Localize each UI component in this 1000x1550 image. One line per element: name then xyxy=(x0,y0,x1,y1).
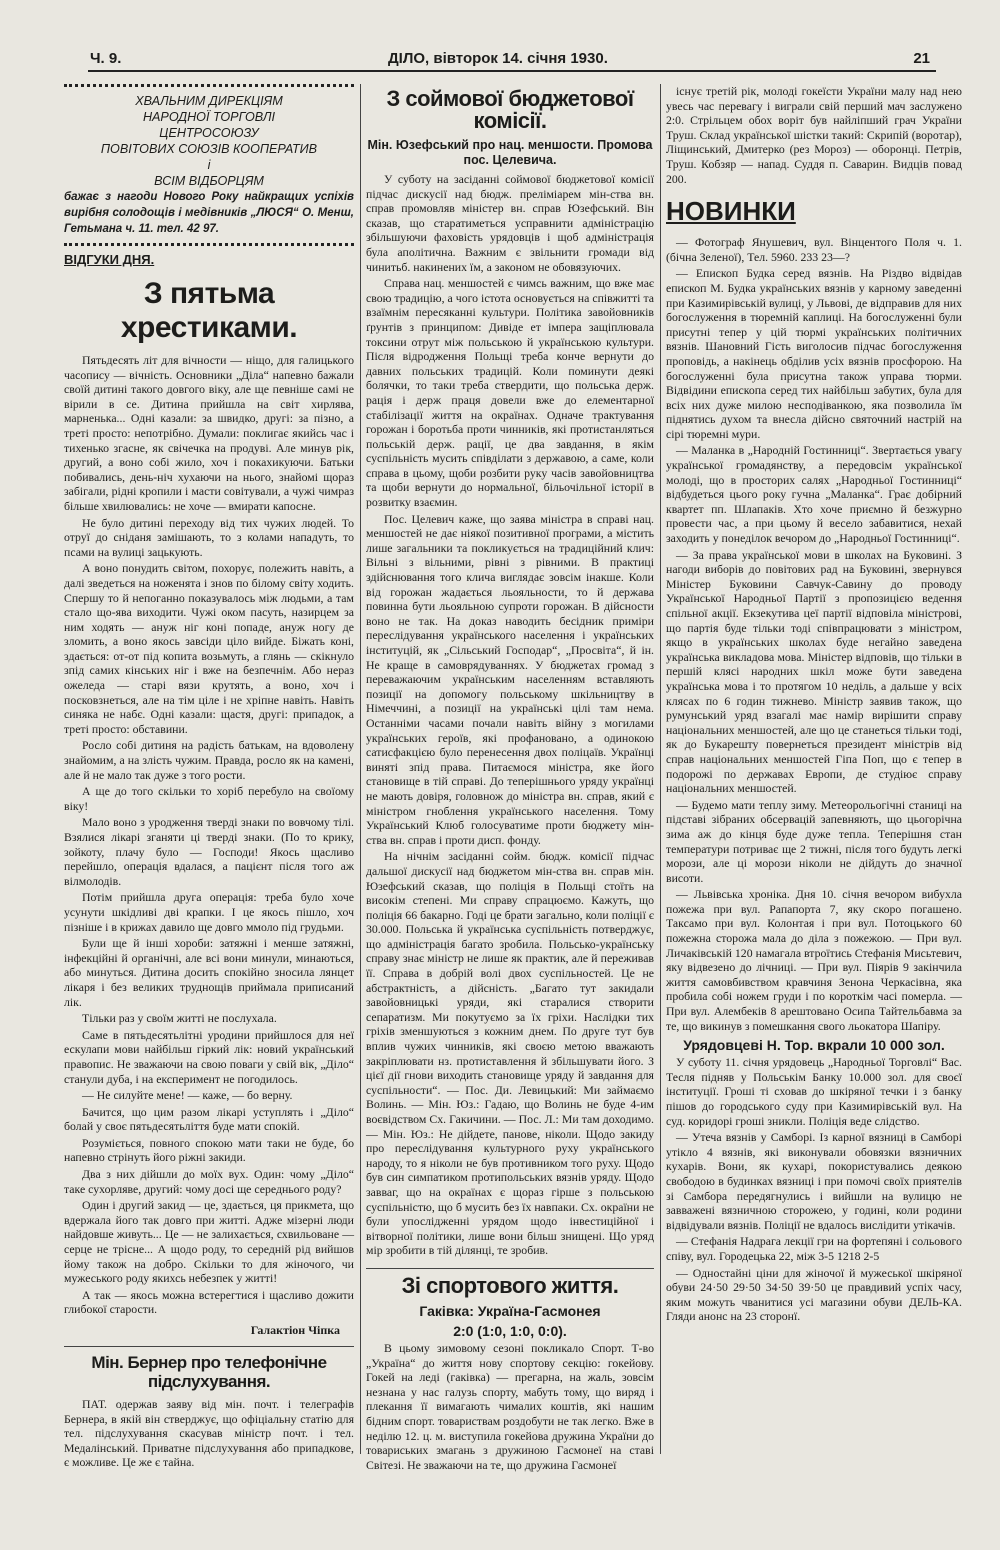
column-rule xyxy=(660,84,661,1454)
dotted-border xyxy=(64,84,354,87)
article-title: З соймової бюджетової комісії. xyxy=(386,86,634,133)
page-number: 21 xyxy=(913,50,930,67)
news-item: — Утеча вязнів у Самборі. Із карної вязниці в Самборі утікло 4 вязнів, які виконували обовязки вязничних кухарів. Вони, як кухарі, покористувались деякою свободою в будинках вязниці і при помочі своїх приятелів зі Самбора передягнулись і вийшли на вулицю не завважені вязничною сторожею, у годині, коли родини відвідували вязнів. Поліції не вдалось вислідити утікачів. xyxy=(666,1130,962,1232)
paragraph: А воно понудить світом, похорує, полежить навіть, а далі зведеться на ноженята і знов по білому світу ходить. Спершу то й непоганно показувалось між людьми, а там стало що-ява виходити. Чужі оком пасуть, назирцем за ним ходять — ануж ніг коні попаде, ануж ногу де зломить, а воно якось завсіди ціло вийде. Біжать коні, здається: от-от під копита возьмуть, а глянь — скікнуло зпід самих кінських ніг і вже на безпечнім. Або нераз ожеледа — старі вязи крутять, а воно, хоч і посковзнеться, але на тім ціле і не хріпне навіть. Навіть синяка не набє. Одні казали: щастя, другі: припадок, а треті просто: обставини. xyxy=(64,561,354,736)
column-middle xyxy=(366,84,654,1472)
paragraph: Один і другий закид — це, здається, ця прикмета, що вдержала його так довго при житті. Адже мізерні люди найдовше живуть... Це — не залихається, схвильоване — серце не трісне... А щодо роду, то середній рід вийшов йому також на добро. Скільки то для жіночого, чи мужеського роду якихсь небезпек у житті! xyxy=(64,1198,354,1286)
paragraph: А ще до того скільки то хоріб перебуло на своїому віку! xyxy=(64,784,354,813)
column-rule xyxy=(360,84,361,1454)
dotted-border xyxy=(64,243,354,246)
paragraph: В цьому зимовому сезоні покликало Спорт. Т-во „Україна“ до життя нову спортову секцію: гокейову. Гокей на леді (гаківка) — прегарна, на жаль, зовсім незнана у нас галузь спорту, мабуть тому, що виряд і плекання її вимагають чималих коштів, які нашим бідним спорт. товариствам роздобути не так легко. Вже в неділю 12. ц. м. виступила гокейова дружина України до товариських змагань з дружиною Гасмонеї на ставі Світезі. Не зважаючи на те, що дружина Гасмонеї xyxy=(366,1340,654,1472)
news-item: — Львівська хроніка. Дня 10. січня вечором вибухла пожежа при вул. Рапапорта 7, яку скоро погашено. Таксамо при вул. Колонтая і при вул. Потоцького 60 пожежна сторожа мала до діла з пожежою. — При вул. Личаківській 120 намагала втроїтись Стефанія Мисьтевич, яку відвезено до лічниці. — При вул. Піярів 9 закінчила життя самовбивством кравчиня Зенона Черкасівна, яка пробила собі ножем груди і по короткім часі померла. — При вул. Алембеків 8 арештовано Осипа Тайтельбавма за те, що викинув з помешкання свого льокатора Шапіру. xyxy=(666,887,962,1033)
article-signature: Галактіон Чіпка xyxy=(250,1323,340,1337)
article-body xyxy=(64,353,354,1317)
paragraph: Бачится, що цим разом лікарі уступлять і „Діло“ болай у своє пятьдесятьліття буде мати спокій. xyxy=(64,1104,354,1134)
ad-body: бажає з нагоди Нового Року найкращих успіхів вирібня солодощів і медівників „ЛЮСЯ“ О. Менш, Гетьмана ч. 11. тел. 42 97. xyxy=(64,191,354,235)
news-item: — Одностайні ціни для жіночої й мужеської шкіряної обуви 24·50 29·50 34·50 39·50 це правдивий успіх часу, яким можуть чванитися усі магазини обуви ДЕЛЬ-КА. Гляди анонс на 23 сторонї. xyxy=(666,1265,962,1324)
paragraph: Потім прийшла друга операція: треба було хоче усунути шкідливі дві крапки. І це якось пішло, хоч пізніше і в крижах давило ще довго ммоло під грудьми. xyxy=(64,890,354,934)
paragraph: А так — якось можна встерегтися і щасливо дожити глибокої старости. xyxy=(64,1287,354,1317)
article-body xyxy=(666,84,962,186)
paragraph: ПАТ. одержав заяву від мін. почт. і телеграфів Бернера, в якій він стверджує, що офіціальну статію для тел. підслухування скасував міністр почт. і тел. Медалінський. Приватне підслухування або припадкове, є можливе. Це же є тайна. xyxy=(64,1397,354,1470)
sport-score: 2:0 (1:0, 1:0, 0:0). xyxy=(453,1322,567,1339)
article-title: З пятьма хрестиками. xyxy=(120,277,298,344)
news-list xyxy=(666,235,962,1033)
paragraph: На нічнім засіданні сойм. бюдж. комісії підчас дальшої дискусії над бюджетом мін-ства вн. справ мін. Юзефський сказав, що поліція в Польщі стоїть на високім степені. Ми справу спрацюємо. Кажуть, що поліція 66 бакарно. Годі це брати загально, коли поліції є 30.000. Польська й українська суспільність потверджує, що адміністрація багато зробила. Польсько-українську справу знає міністр не лише як практик, але й переживав її. Справа в добрій волі двох суспільностей. Це не абстрактність, а дійсність. „Багато тут закидали завойовницькі уряди, які старалися створити сепаратизм. Ми покутуємо за їх гріхи. Наслідки тих гріхів зменшуються з кожним днем. По друге тут був вплив чужих чинників, які своєю метою вважають закріплювати нз. протиставлення й збільшувати його. З цієї дії гнови виходить становище уряду й завдання для суспільности“. — Пос. Ди. Левицький: Ми займаємо Волинь. — Мін. Юз.: Гадаю, що Волинь не буде 4-им воєвідством Сх. Гакичини. — Пос. Л.: Ми там доходимо. — Мін. Юз.: Не дійдете, панове, ніколи. Щодо закиду про переслідування культурного руху українського народу, то я ніколи не був противником того руху. Щодо був син симпатиком протипольських вязнів уряду. Щодо завваг, що на окраїнах є щораз гірше з польською суспільністю, що б мусить без їх навпаки. Сх. окраїни не були упослідженні урядом щодо інвестиційної і вітворної політики, лише вони більш знищені. Що уряд мір зробити в тій ділянці, те зробив. xyxy=(366,849,654,1258)
paragraph: Справа нац. меншостей є чимсь важним, що вже має свою традицію, а чого істота основується на співжитті та взаїмнім пересяканні культури. Політика завойовників ґрунтів з принципом: Дивіде ет імпера защіплювала токсини отрут між польською й українською культури. Після відродження Польщі треба конче вернути до давних польських традицій. Коли поминути деякі болячки, то таки треба ствердити, що польська держ. рація і держ праця довели вже до елементарної стабілізації життя на окраїнах. Одначе трактування горожан і боротьба проти чинників, які протистанляться польській держ. рації, це два завдання, в якім суспільність мусить співділати з державою, а саме, коли справа в цьому, щоби розбити руку часів завойовництва та щоби вернути до нормальної, більочільної історії в розвитку взаємин. xyxy=(366,276,654,510)
ad-line: ПОВІТОВИХ СОЮЗІВ КООПЕРАТИВ xyxy=(100,142,318,156)
paragraph: Росло собі дитиня на радість батькам, на вдоволену знайомим, а на злість чужим. Правда, росло як на камені, але й не мало так дуже з того рости. xyxy=(64,738,354,782)
article-body xyxy=(64,1397,354,1470)
paragraph: існує третій рік, молоді гокеїсти України малу над нею увесь час перевагу і виграли свій перший мач заслужено 2:0. Стрільцем обох воріт був найліпший грач України Труш. Склад української шістки такий: Скрипій (воротар), Ліщинський, Дмитерко (рез Мороз) — оборонці. Петрів, Труш. Кобзяр — напад. Суддя п. Саварин. Видців повад 200. xyxy=(666,84,962,186)
news-item: — Стефанія Надрага лекції гри на фортепяні і сольового співу, вул. Городецька 22, між 3-5 1218 2-5 xyxy=(666,1234,962,1263)
ad-line: НАРОДНОЇ ТОРГОВЛІ xyxy=(142,110,276,124)
ad-line: ХВАЛЬНИМ ДИРЕКЦІЯМ xyxy=(135,94,283,108)
paragraph: Саме в пятьдесятьлітні уродини прийшлося для неї ескулапи мови найбільш гіркий лік: новий український правопис. Не зважаючи на свою поваги у свій вік, „Діло“ станули дуба, і на експеримент не погодилось. xyxy=(64,1027,354,1086)
ad-line: ВСІМ ВІДБОРЦЯМ xyxy=(154,174,264,188)
column-right xyxy=(666,84,962,1464)
ad-line: ЦЕНТРОСОЮЗУ xyxy=(159,126,259,140)
news-item: — За права української мови в школах на Буковині. З нагоди виборів до повітових рад на Буковині, звернувся Міністер Буковини Савчук-Савину до проводу Української Народньої Партії з пропозицією ведення спільної акції. Екзекутива цеї партії відповіла міністрові, що партія буде тільки тоді співпрацювати з міністром, якщо в українських школах буде негайно заведена українська викладова мова. Міністер відповів, що тільки в першій клясі народних шкіл може бути заведена українська мова і то протягом 10 неділь, а дальше у всіх клясах по 6 годин тижнево. Міністр заявив також, що румунський уряд взагалі має намір вирішити справу національних меншостей, але що це станеться тільки тоді, як до Букарешту повернеться президент міністрів від справ національних меншостей Гіпа Поп, що є тепер в подорожі по державах Европи, де студіює справу національних меншостей. xyxy=(666,547,962,796)
paragraph: Тільки раз у своїм житті не послухала. xyxy=(82,1011,277,1026)
article-title: Мін. Бернер про телефонічне підслухування. xyxy=(64,1346,354,1391)
article-body xyxy=(366,1341,654,1472)
paragraph: Не було дитині переходу від тих чужих людей. То отруї до сніданя замішають, то з колами нападуть, то псами на вулиці зацькують. xyxy=(64,515,354,559)
sport-title: Зі спортового життя. xyxy=(366,1268,654,1297)
paragraph: Мало воно з уродження тверді знаки по вовчому тілі. Взялися лікарі зганяти ці тверді знаки. (По то крику, зойкоту, плачу було — Господи! Якось щасливо перейшло, операція вдалася, а пацієнт після того аж вілмолодів. xyxy=(64,815,354,888)
column-left xyxy=(64,84,354,1470)
article-subtitle: Мін. Юзефський про нац. меншости. Промова пос. Целевича. xyxy=(367,138,653,167)
news-item: — Епископ Будка серед вязнів. На Різдво відвідав епископ М. Будка українських вязнів у карному заведенні при Казимирівській вулиці, у Львові, де відправив для них богослуження в тюремній каплиці. На богослуженні були присутні тепер у цій тюрмі українських політичних вязнів. Шановний Гість виголосив підчас богослуження проповідь, а накінець обділив усіх вязнів просфорою. На богослуженні була присутна також управа тюрми. Відвідини епископа серед тих найбільш забутих, була для всіх них дуже милою несподіванкою, яка позволила їм піднятись духом та внесла дійсно святочний настрій на сірі тюремні мури. xyxy=(666,266,962,441)
news-item: — Будемо мати теплу зиму. Метеорольогічні станиці на підставі зібраних обсервацій запевняють, що цьогорічна зима аж до кінця буде дуже тепла. Теперішня стан температури потриває ще 2 тижні, після того будуть легкі морози, але ці морози ніколи не дійдуть до значної висоти. xyxy=(666,797,962,885)
paragraph: У суботу на засіданні соймової бюджетової комісії підчас дискусії над бюдж. преліміарем мін-ства вн. справ промовляв міністер вн. справ Юзефський. Він сказав, що старатиметься усправнити адміністрацію збільшуючи фаховість урядовців і щоб адміністрація була аполітична. Важним є звільнити громади від чинитьб. накинених їм, а законом не обовязуючих. xyxy=(366,172,654,274)
paragraph: Два з них дійшли до моїх вух. Один: чому „Діло“ таке сухорляве, другий: чому досі ще середнього роду? xyxy=(64,1167,354,1196)
paragraph: — Не силуйте мене! — каже, — бо верну. xyxy=(82,1088,293,1103)
news-heading: НОВИНКИ xyxy=(666,196,796,227)
news-subhead: Урядовцеві Н. Тор. вкрали 10 000 зол. xyxy=(683,1037,945,1054)
section-label: ВІДГУКИ ДНЯ. xyxy=(64,252,155,267)
sport-subtitle: Гаківка: Україна-Гасмонея xyxy=(419,1302,601,1319)
news-item: — Маланка в „Народній Гостинниці“. Звертається увагу української громадянству, а передовсім української молоді, що в просторих салях „Народньої Гостинниці“ відбудеться цього року гучна „Маланка“. Грає добірний квартет пп. Шлапаків. Хто хоче приємно й безжурно провести час, а при цьому й весело забавитися, нехай заходить у понеділок вечором до „Народньої Гостинниці“. xyxy=(666,443,962,546)
news-item: — Фотограф Янушевич, вул. Вінцентого Поля ч. 1. (бічна Зеленої), Тел. 5960. 233 23—? xyxy=(666,235,962,264)
news-item: У суботу 11. січня урядовець „Народньої Торговлі“ Вас. Тесля підняв у Польськім Банку 10.000 зол. для своєї інституції. Гроші ті сховав до шкіряної течки і з банку пішов до городського суду при Казимирівській вул. На суд. коридорі гроші зникли. Поліція веде слідство. xyxy=(666,1055,962,1128)
masthead: ДІЛО, вівторок 14. січня 1930. xyxy=(388,50,608,67)
page-header xyxy=(88,48,936,72)
paragraph: Були ще й інші хороби: затяжні і менше затяжні, інфекційні й органічні, але всі вони минули, минаються, або минуться. Дитина досить спокійно зносила лянцет лікаря і без великих труднощів приймала приписаний лік. xyxy=(64,936,354,1009)
paragraph: Пос. Целевич каже, що заява міністра в справі нац. меншостей не дає ніякої позитивної програми, а містить лише загальники та покликується на традиційний клич: Вільні з вільними, рівні з рівними. В практиці здійснювання того клича виглядає зовсім інакше. Коли від горожан жадається льояльности, то й держава повинна бути льояльною супроти горожан. В дійсности воно не так. На доказ наводить бесідник приміри переслідування українського населення і українських інституцій, як „Сільський Господар“, „Просвіта“, й ін. Не краще в самоврядуваннях. У бюджетах громад з переважаючим українським населенням вставляють позиції на допомогу польському шкільництву в Німеччині, а позиції на українські цілі там нема. Останніми часами почали навіть війну з могилами українських героїв, які профановано, а одинокою сатисфакцією було перенесення двох поліцаїв. Українці виняті зпід права. Питаємося міністра, яке його становище в тій справі. До теперішнього уряду українці не мають довіря, головнож до міністра вн. справ, який є міністром гноблення українського населення. Тому Український Клюб голосуватиме проти бюджету мін-ства вн. справ і проти дисп. фонду. xyxy=(366,511,654,847)
news-list xyxy=(666,1055,962,1324)
ad-line: і xyxy=(207,158,211,172)
paragraph: Пятьдесять літ для вічности — ніщо, для галицького часопису — вічність. Основники „Діла“ напевно бажали своїй дитині такого довгого віку, але ще певніше самі не вірили в се. Дитина прийшла на світ хирлява, марненька... Одні казали: за швидко, другі: за пізно, а треті просто: непотрібно. Думали: поклигає якийсь час і тихенько згасне, як свічечка на продувi. Але минув рік, другий, а воно собі жило, хоч і покахикуючи. Батьки побивались, день-ніч хухаючи на нього, знайомі щораз забігали, рідні кропили і масти совітували, а чужі чимраз більше хвилювались: не хоче — вмирати капосне. xyxy=(64,353,354,513)
article-body xyxy=(366,172,654,1258)
issue-number: Ч. 9. xyxy=(90,50,122,67)
paragraph: Розуміється, повного спокою мати таки не буде, бо напевно стрінуть його ріжні закиди. xyxy=(64,1135,354,1165)
greeting-ad xyxy=(64,93,354,237)
